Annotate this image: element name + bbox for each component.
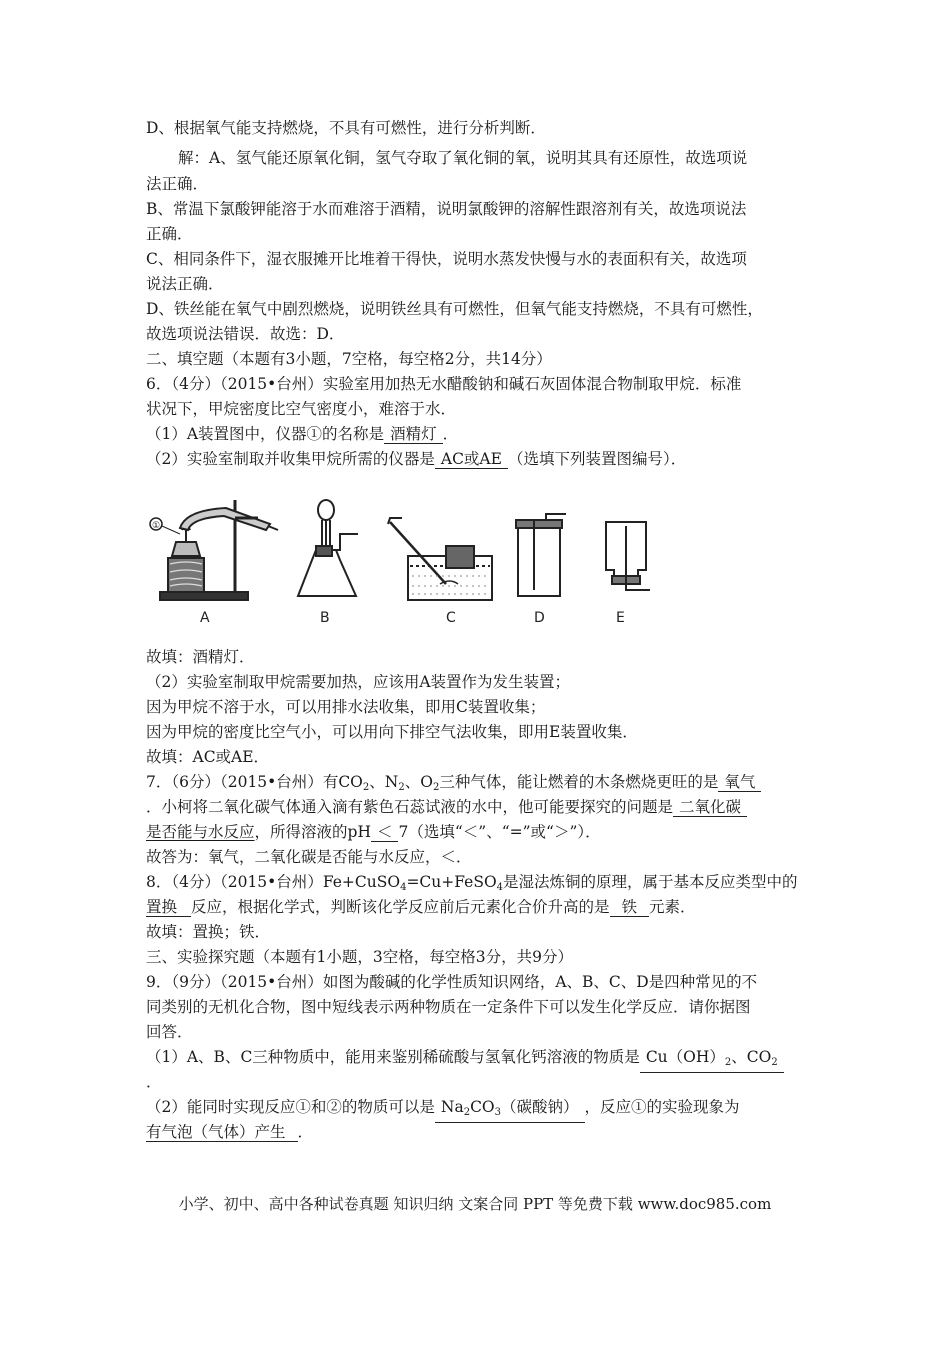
q9-answer-text: 、CO xyxy=(731,1048,772,1066)
solution-line: 因为甲烷的密度比空气小，可以用向下排空气法收集，即用E装置收集． xyxy=(146,723,638,741)
q6-part1-end: ． xyxy=(442,425,459,443)
q8-text: =Cu+FeSO xyxy=(406,873,497,891)
q6-part2-prompt: （2）实验室制取并收集甲烷所需的仪器是 xyxy=(146,450,435,468)
q9-answer-text: CO xyxy=(470,1098,495,1116)
text-line: 说法正确． xyxy=(146,275,224,293)
text-line: 故选项说法错误．故选：D． xyxy=(146,325,345,343)
apparatus-d xyxy=(516,514,566,596)
q7-answer-1: 氧气 xyxy=(718,773,761,792)
q9-part2 xyxy=(146,1097,740,1123)
text-line: B、常温下氯酸钾能溶于水而难溶于酒精，说明氯酸钾的溶解性跟溶剂有关，故选项说法 xyxy=(146,200,747,218)
text-line: C、相同条件下，湿衣服摊开比堆着干得快，说明水蒸发快慢与水的表面积有关，故选项 xyxy=(146,250,747,268)
q8-text: 8．（4分）（2015•台州）Fe+CuSO xyxy=(146,873,401,891)
q9-answer-text: Cu（OH） xyxy=(645,1048,725,1066)
text-line: D、铁丝能在氧气中剧烈燃烧，说明铁丝具有可燃性，但氧气能支持燃烧，不具有可燃性， xyxy=(146,300,763,318)
solution-line: （2）实验室制取甲烷需要加热，应该用A装置作为发生装置； xyxy=(146,673,571,691)
q7-answer-2-cont: 是否能与水反应 xyxy=(146,823,255,841)
q9-text: 回答． xyxy=(146,1023,193,1041)
q6-part1-prompt: （1）A装置图中，仪器①的名称是 xyxy=(146,425,385,443)
apparatus-a-marker: ① xyxy=(152,521,161,531)
text-line: D、根据氧气能支持燃烧，不具有可燃性，进行分析判断． xyxy=(146,119,546,137)
q9-part2-answer-2: 有气泡（气体）产生 xyxy=(146,1123,298,1142)
figure-label-a: A xyxy=(200,610,210,626)
q9-text: ． xyxy=(297,1123,314,1141)
q8-line2 xyxy=(146,897,696,917)
apparatus-b xyxy=(298,500,358,596)
apparatus-e xyxy=(606,522,650,590)
q7-text: 、N xyxy=(369,773,399,791)
solution-line: 故填：AC或AE． xyxy=(146,748,270,766)
q9-part1 xyxy=(146,1047,784,1073)
q8-answer-2: 铁 xyxy=(610,898,650,917)
page-footer: 小学、初中、高中各种试卷真题 知识归纳 文案合同 PPT 等免费下载 www.doc985.com xyxy=(178,1195,772,1213)
text-line: 法正确． xyxy=(146,175,209,193)
q7-text: 7（选填“＜”、“=”或“＞”）． xyxy=(398,823,601,841)
q9-part2-line2 xyxy=(146,1122,313,1142)
q9-text: 同类别的无机化合物，图中短线表示两种物质在一定条件下可以发生化学反应．请你据图 xyxy=(146,998,751,1016)
q6-part2 xyxy=(146,449,686,469)
figure-label-d: D xyxy=(534,610,545,626)
section-heading: 三、实验探究题（本题有1小题，3空格，每空格3分，共9分） xyxy=(146,948,573,966)
figure-label-c: C xyxy=(446,610,456,626)
q7-line1: 7．（6分）（2015•台州）有$CO_2$、$N_2$、$O_2$三种气体，能让燃着的木条燃烧更旺的是 氧气 xyxy=(146,772,761,798)
solution-line: 故答为：氧气，二氧化碳是否能与水反应，＜． xyxy=(146,848,472,866)
apparatus-a xyxy=(150,500,278,600)
text-line: 正确． xyxy=(146,225,193,243)
q8-line1: 8．（4分）（2015•台州）Fe+CuSO$_4$=Cu+FeSO$_4$是湿法炼铜的原理，属于基本反应类型中的 xyxy=(146,873,798,893)
section-heading: 二、填空题（本题有3小题，7空格，每空格2分，共14分） xyxy=(146,350,552,368)
solution-line: 因为甲烷不溶于水，可以用排水法收集，即用C装置收集； xyxy=(146,698,546,716)
q9-text: 9．（9分）（2015•台州）如图为酸碱的化学性质知识网络，A、B、C、D是四种常见的不 xyxy=(146,973,758,991)
q9-text: ，反应①的实验现象为 xyxy=(584,1098,740,1116)
solution-line: 故填：酒精灯． xyxy=(146,648,255,666)
apparatus-c xyxy=(388,518,492,600)
q7-text: 三种气体，能让燃着的木条燃烧更旺的是 xyxy=(439,773,719,791)
q7-answer-3: ＜ xyxy=(371,823,399,842)
q9-answer-text: （碳酸钠） xyxy=(501,1098,579,1116)
q7-line2 xyxy=(146,797,747,817)
question-text: 状况下，甲烷密度比空气密度小，难溶于水． xyxy=(146,400,457,418)
q7-line3 xyxy=(146,822,601,842)
q6-part1 xyxy=(146,424,458,444)
q6-part2-end: （选填下列装置图编号）． xyxy=(507,450,687,468)
q9-part1-prompt: （1）A、B、C三种物质中，能用来鉴别稀硫酸与氢氧化钙溶液的物质是 xyxy=(146,1048,640,1066)
q7-answer-2: 二氧化碳 xyxy=(673,798,747,817)
question-text: 6．（4分）（2015•台州）实验室用加热无水醋酸钠和碱石灰固体混合物制取甲烷．标准 xyxy=(146,375,742,393)
solution-line: 故填：置换；铁． xyxy=(146,923,271,941)
q7-text: 7．（6分）（2015•台州）有CO xyxy=(146,773,363,791)
q8-answer-1: 置换 xyxy=(146,898,191,917)
q6-part1-answer: 酒精灯 xyxy=(384,425,443,444)
q8-text: 是湿法炼铜的原理，属于基本反应类型中的 xyxy=(503,873,798,891)
text-line: 解：A、氢气能还原氧化铜，氢气夺取了氧化铜的氧，说明其具有还原性，故选项说 xyxy=(178,149,748,167)
q7-text: ．小柯将二氧化碳气体通入滴有紫色石蕊试液的水中，他可能要探究的问题是 xyxy=(146,798,674,816)
q9-part2-prompt: （2）能同时实现反应①和②的物质可以是 xyxy=(146,1098,435,1116)
q9-part1-end: ． xyxy=(146,1073,162,1091)
apparatus-figure xyxy=(140,490,670,630)
q8-text: 元素． xyxy=(649,898,696,916)
q9-answer-text: Na xyxy=(440,1098,464,1116)
figure-label-e: E xyxy=(616,610,625,626)
q7-text: ，所得溶液的pH xyxy=(254,823,371,841)
q9-part1-answer: $Cu(OH)_2$、$CO_2$ xyxy=(640,1048,784,1073)
q8-text: 反应，根据化学式，判断该化学反应前后元素化合价升高的是 xyxy=(191,898,610,916)
figure-label-b: B xyxy=(320,610,330,626)
q7-text: 、O xyxy=(404,773,433,791)
q6-part2-answer: AC或AE xyxy=(435,450,508,469)
q9-part2-answer: $Na_2CO_3$（碳酸钠） xyxy=(435,1098,585,1123)
